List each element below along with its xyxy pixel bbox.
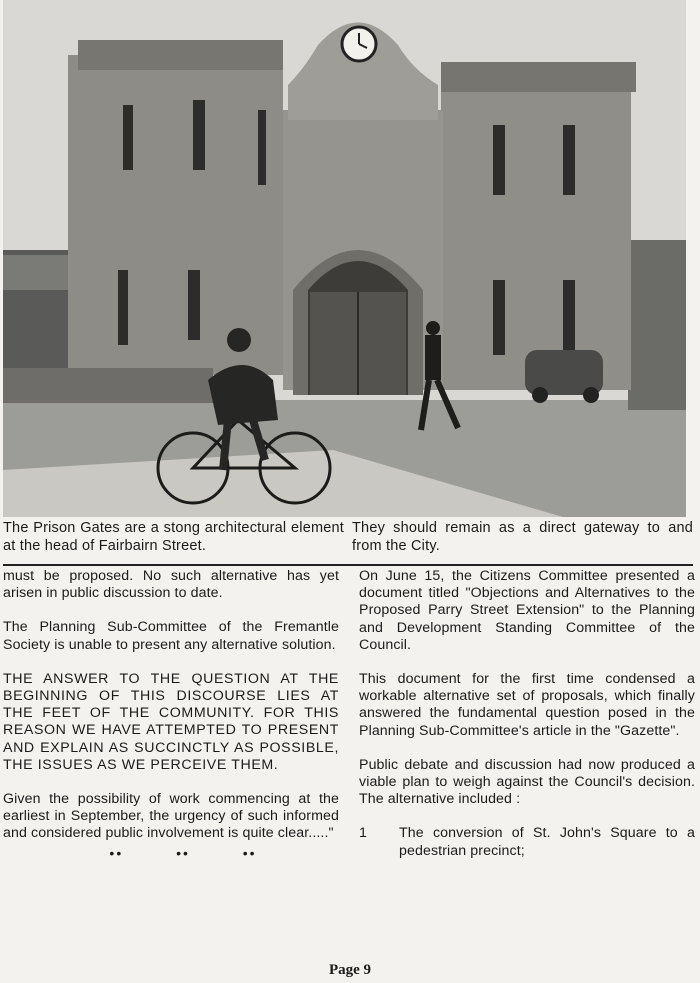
dot-pair: ••	[109, 844, 124, 861]
photo-caption-row	[3, 519, 693, 559]
caption-divider	[3, 564, 693, 566]
dot-pair: ••	[242, 844, 257, 861]
section-dots	[83, 845, 283, 862]
photo-caption-right: They should remain as a direct gateway to and from the City.	[352, 520, 693, 554]
right-paragraph-2: This document for the first time condensed a workable alternative set of proposals, which finally answered the fundamental question posed in the Planning Sub-Committee's article in the "Gazette".	[359, 671, 695, 739]
list-item	[359, 825, 695, 859]
left-paragraph-1: must be proposed. No such alternative has yet arisen in public discussion to date.	[3, 568, 339, 602]
left-paragraph-4: Given the possibility of work commencing at the earliest in September, the urgency of such informed and considered public involvement is quite clear....."	[3, 791, 339, 842]
left-paragraph-2: The Planning Sub-Committee of the Fremantle Society is unable to present any alternative solution.	[3, 619, 339, 653]
page-number: Page 9	[328, 962, 372, 978]
right-paragraph-1: On June 15, the Citizens Committee presented a document titled "Objections and Alternatives to the Proposed Parry Street Extension" to the Planning and Development Standing Committee of the Council.	[359, 568, 695, 653]
prison-gates-photo	[3, 0, 686, 517]
right-paragraph-3: Public debate and discussion had now produced a viable plan to weigh against the Council's decision. The alternative included :	[359, 756, 695, 808]
left-paragraph-caps: THE ANSWER TO THE QUESTION AT THE BEGINNING OF THIS DISCOURSE LIES AT THE FEET OF THE COMMUNITY. FOR THIS REASON WE HAVE ATTEMPTED TO PRESENT AND EXPLAIN AS SUCCINCTLY AS POSSIBLE, THE ISSUES AS WE PERCEIVE THEM.	[3, 670, 339, 773]
list-item-text: The conversion of St. John's Square to a pedestrian precinct;	[399, 825, 695, 859]
left-column	[3, 568, 339, 862]
list-item-number: 1	[359, 825, 367, 842]
dot-pair: ••	[176, 844, 190, 861]
photo-caption-left: The Prison Gates are a stong architectural element at the head of Fairbairn Street.	[3, 520, 344, 554]
right-column	[359, 568, 695, 860]
